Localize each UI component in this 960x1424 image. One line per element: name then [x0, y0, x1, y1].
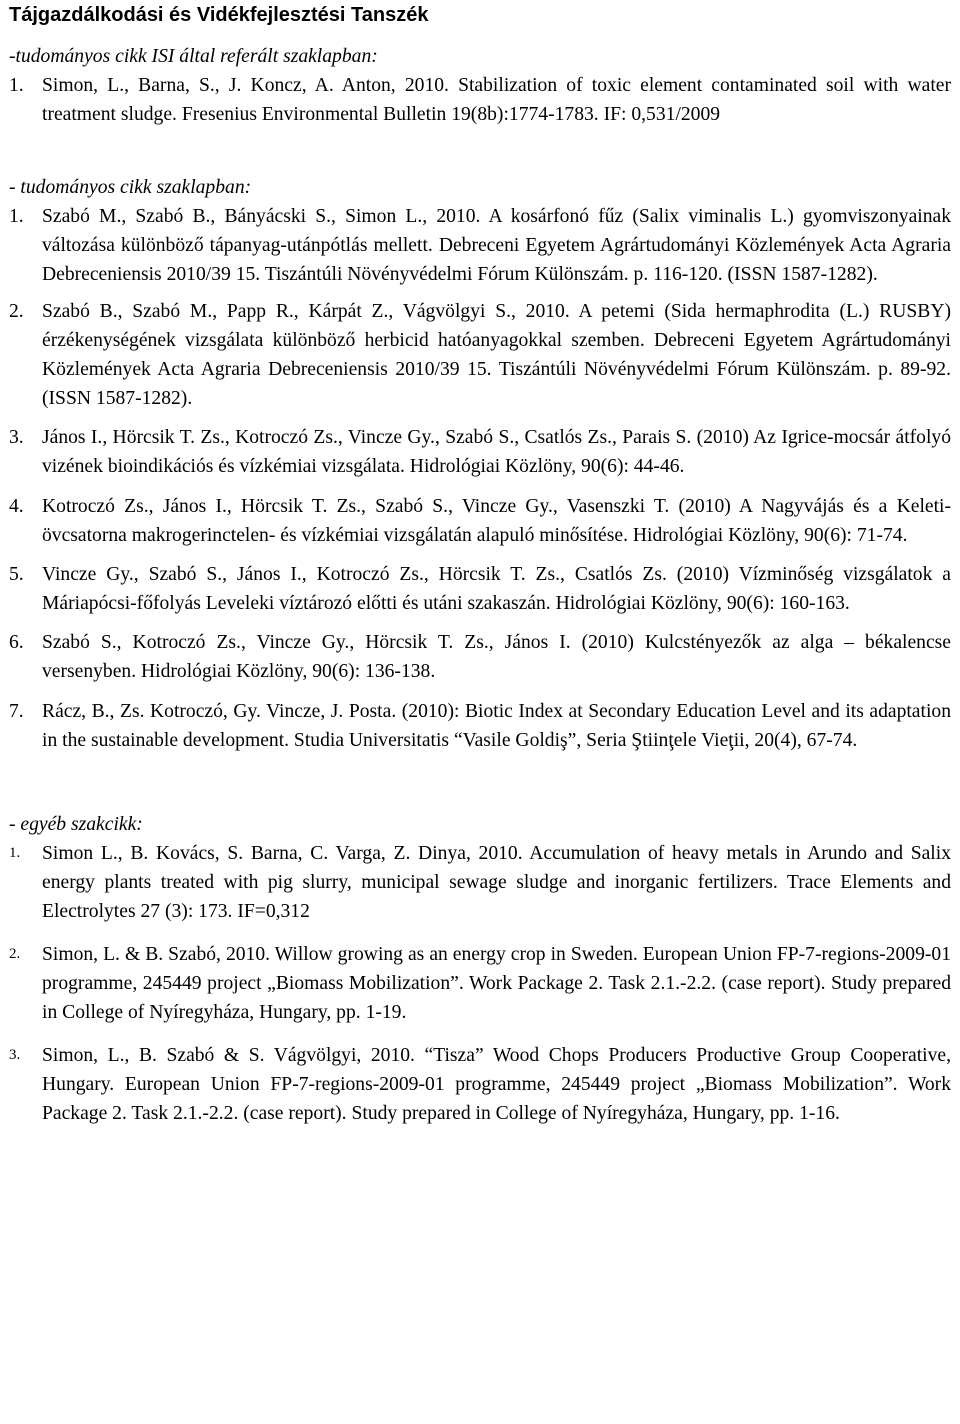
- department-title: Tájgazdálkodási és Vidékfejlesztési Tanszék: [9, 4, 429, 26]
- list-item: [9, 560, 951, 618]
- list-item: [9, 202, 951, 289]
- item-text: János I., Hörcsik T. Zs., Kotroczó Zs., Vincze Gy., Szabó S., Csatlós Zs., Parais S. (2010) Az Igrice-mocsár átfolyó vizének bioindikációs és vízkémiai vizsgálata. Hidrológiai Közlöny, 90(6): 44-46.: [42, 427, 951, 477]
- item-text: Szabó M., Szabó B., Bányácski S., Simon L., 2010. A kosárfonó fűz (Salix viminalis L.) gyomviszonyainak változása különböző tápanyag-utánpótlás mellett. Debreceni Egyetem Agrártudományi Közlemények Acta Agraria Debreceniensis 2010/39 15. Tiszántúli Növényvédelmi Fórum Különszám. p. 116-120. (ISSN 1587-1282).: [42, 206, 951, 285]
- item-text: Simon, L. & B. Szabó, 2010. Willow growing as an energy crop in Sweden. European Union FP-7-regions-2009-01 programme, 245449 project „Biomass Mobilization”. Work Package 2. Task 2.1.-2.2. (case report). Study prepared in College of Nyíregyháza, Hungary, pp. 1-19.: [42, 944, 951, 1023]
- item-text: Rácz, B., Zs. Kotroczó, Gy. Vincze, J. Posta. (2010): Biotic Index at Secondary Education Level and its adaptation in the sustainable development. Studia Universitatis “Vasile Goldiş”, Seria Ştiinţele Vieţii, 20(4), 67-74.: [42, 701, 951, 751]
- section-heading: - egyéb szakcikk:: [9, 814, 143, 835]
- list-item: [9, 423, 951, 481]
- item-text: Szabó B., Szabó M., Papp R., Kárpát Z., Vágvölgyi S., 2010. A petemi (Sida hermaphrodita (L.) RUSBY) érzékenységének vizsgálata különböző herbicid hatóanyagokkal szemben. Debreceni Egyetem Agrártudományi Közlemények Acta Agraria Debreceniensis 2010/39 15. Tiszántúli Növényvédelmi Fórum Különszám. p. 89-92. (ISSN 1587-1282).: [42, 301, 951, 409]
- item-number: 6.: [9, 632, 24, 653]
- list-item: [9, 628, 951, 686]
- list-item: [9, 940, 951, 1027]
- section-journal-articles: [9, 173, 951, 755]
- item-text: Vincze Gy., Szabó S., János I., Kotroczó Zs., Hörcsik T. Zs., Csatlós Zs. (2010) Vízminőség vizsgálatok a Máriapócsi-főfolyás Leveleki víztározó előtti és utáni szakaszán. Hidrológiai Közlöny, 90(6): 160-163.: [42, 564, 951, 614]
- item-text: Kotroczó Zs., János I., Hörcsik T. Zs., Szabó S., Vincze Gy., Vasenszki T. (2010) A Nagyvájás és a Keleti-övcsatorna makrogerinctelen- és vízkémiai vizsgálatán alapuló minősítése. Hidrológiai Közlöny, 90(6): 71-74.: [42, 496, 951, 546]
- list-item: [9, 1041, 951, 1128]
- item-number: 1.: [9, 75, 24, 96]
- list-item: [9, 492, 951, 550]
- item-number: 4.: [9, 496, 24, 517]
- list-item: [9, 839, 951, 926]
- item-text: Simon, L., Barna, S., J. Koncz, A. Anton, 2010. Stabilization of toxic element contaminated soil with water treatment sludge. Fresenius Environmental Bulletin 19(8b):1774-1783. IF: 0,531/2009: [42, 75, 951, 125]
- item-number: 1.: [9, 206, 24, 227]
- item-number: 7.: [9, 701, 24, 722]
- list-item: [9, 697, 951, 755]
- section-heading: -tudományos cikk ISI által referált szaklapban:: [9, 46, 378, 67]
- section-heading: - tudományos cikk szaklapban:: [9, 177, 252, 198]
- list-item: [9, 297, 951, 413]
- item-text: Simon L., B. Kovács, S. Barna, C. Varga, Z. Dinya, 2010. Accumulation of heavy metals in Arundo and Salix energy plants treated with pig slurry, municipal sewage sludge and inorganic fertilizers. Trace Elements and Electrolytes 27 (3): 173. IF=0,312: [42, 843, 951, 922]
- item-number: 1.: [9, 845, 21, 861]
- item-number: 5.: [9, 564, 24, 585]
- section-isi-articles: [9, 42, 951, 129]
- item-number: 3.: [9, 1047, 21, 1063]
- item-text: Simon, L., B. Szabó & S. Vágvölgyi, 2010. “Tisza” Wood Chops Producers Productive Group Cooperative, Hungary. European Union FP-7-regions-2009-01 programme, 245449 project „Biomass Mobilization”. Work Package 2. Task 2.1.-2.2. (case report). Study prepared in College of Nyíregyháza, Hungary, pp. 1-16.: [42, 1045, 951, 1124]
- item-number: 2.: [9, 301, 24, 322]
- list-item: [9, 71, 951, 129]
- section-other-articles: [9, 810, 951, 1128]
- item-text: Szabó S., Kotroczó Zs., Vincze Gy., Hörcsik T. Zs., János I. (2010) Kulcstényezők az alga – békalencse versenyben. Hidrológiai Közlöny, 90(6): 136-138.: [42, 632, 951, 682]
- item-number: 3.: [9, 427, 24, 448]
- item-number: 2.: [9, 946, 21, 962]
